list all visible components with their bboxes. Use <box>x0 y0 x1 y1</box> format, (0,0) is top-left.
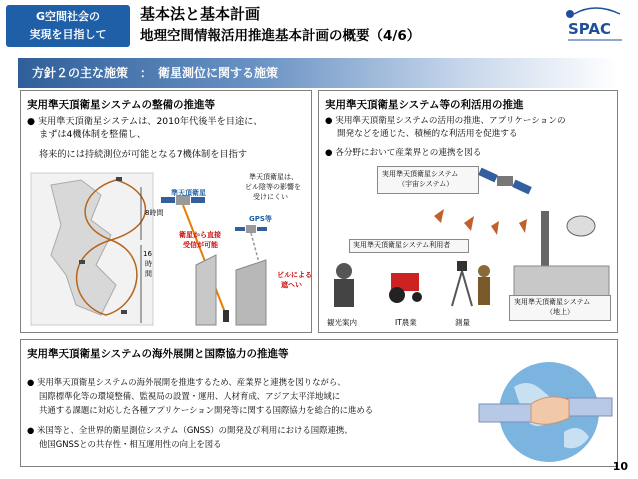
panel-qzs-utilization <box>318 90 618 333</box>
building-icon <box>196 255 216 325</box>
bullet-line: ● 実用準天頂衛星システムの活用の推進、アプリケーションの <box>325 116 566 126</box>
caption-tourism: 観光案内 <box>327 318 357 327</box>
bullet-line: ● 実用準天頂衛星システムは、2010年代後半を目途に、 <box>27 116 263 127</box>
handshake-icon <box>531 397 569 424</box>
box-label: （地上） <box>546 308 574 316</box>
qzs-satellite-icon <box>497 176 513 186</box>
label-direct: 受信が可能 <box>183 241 218 249</box>
receiver-icon <box>223 310 229 322</box>
label-16h: 間 <box>145 270 152 278</box>
spac-logo <box>560 4 630 48</box>
survey-instrument-icon <box>457 261 467 271</box>
label-16h: 時 <box>145 260 152 268</box>
satellite-icon <box>121 310 127 314</box>
logo-dot-icon <box>566 10 574 18</box>
label-qzs: 準天頂衛星 <box>171 189 206 197</box>
building-icon <box>236 260 266 325</box>
note-line: 受けにくい <box>253 193 288 201</box>
box-label: （宇宙システム） <box>398 180 454 188</box>
antenna-dish-icon <box>567 216 595 236</box>
tourist-icon <box>336 263 352 279</box>
bullet-line: 開発などを通じた、積極的な利活用を促進する <box>337 129 518 139</box>
page-title: 基本法と基本計画 <box>140 5 261 23</box>
box-ground-system <box>509 295 611 321</box>
box-label: 実用準天頂衛星システム <box>382 170 459 178</box>
bullet-line: ● 米国等と、全世界的衛星測位システム（GNSS）の開発及び利用における国際連携、 <box>27 425 353 435</box>
arrow-icon <box>491 221 499 235</box>
label-gps: GPS等 <box>249 215 272 223</box>
page-number: 10 <box>612 460 628 473</box>
label-blocked: ビルによる <box>277 271 312 279</box>
box-users <box>349 239 469 253</box>
policy-banner: 方針２の主な施策 ： 衛星測位に関する施策 <box>18 58 618 88</box>
label-16h: 16 <box>143 250 152 258</box>
bullet-line: 将来的には持続測位が可能となる7機体制を目指す <box>39 149 247 160</box>
label-blocked: 遮へい <box>281 281 302 289</box>
gps-satellite-icon <box>246 225 256 233</box>
bullet-line: まずは4機体制を整備し、 <box>39 129 146 140</box>
tower-icon <box>541 211 549 271</box>
badge-line2: 実現を目指して <box>29 28 107 41</box>
page-subtitle: 地理空間情報活用推進基本計画の概要（4/6） <box>140 28 421 44</box>
caption-survey: 測量 <box>455 318 470 327</box>
label-direct: 衛星から直接 <box>179 231 221 239</box>
panel-heading: 実用準天頂衛星システムの整備の推進等 <box>27 99 215 111</box>
panel-international <box>20 339 618 467</box>
satellite-icon <box>116 177 122 181</box>
note-line: ビル陰等の影響を <box>245 183 301 191</box>
panel-heading: 実用準天頂衛星システムの海外展開と国際協力の推進等 <box>27 348 289 360</box>
bullet-line: ● 各分野において産業界との連携を図る <box>325 148 482 158</box>
panel-heading: 実用準天頂衛星システム等の利活用の推進 <box>325 99 524 111</box>
panel-qzs-development <box>20 90 312 333</box>
note-line: 準天頂衛星は、 <box>249 173 298 181</box>
bullet-line: 他国GNSSとの共存性・相互運用性の向上を図る <box>39 439 222 449</box>
right-sleeve-icon <box>567 398 612 416</box>
caption-it-agriculture: IT農業 <box>395 318 417 327</box>
bullet-line: 国際標準化等の環境整備、監視局の設置・運用、人材育成、アジア太平洋地域に <box>39 391 341 401</box>
satellite-icon <box>79 260 85 264</box>
arrow-icon <box>519 219 527 233</box>
arrow-icon <box>464 216 474 231</box>
box-label: 実用準天頂衛星システム利用者 <box>353 241 451 249</box>
arrow-icon <box>434 209 444 223</box>
left-sleeve-icon <box>479 404 534 422</box>
section-badge <box>6 5 130 47</box>
bullet-line: ● 実用準天頂衛星システムの海外展開を推進するため、産業界と連携を図りながら、 <box>27 377 346 387</box>
bullet-line: 共通する課題に対応した各種アプリケーション開発等に関する国際協力を総合的に進める <box>39 405 374 415</box>
logo-text: SPAC <box>568 20 612 38</box>
label-8h: 8時間 <box>145 209 164 217</box>
badge-line1: G空間社会の <box>35 10 101 23</box>
handshake-globe-illustration <box>469 352 615 464</box>
box-label: 実用準天頂衛星システム <box>514 298 591 306</box>
